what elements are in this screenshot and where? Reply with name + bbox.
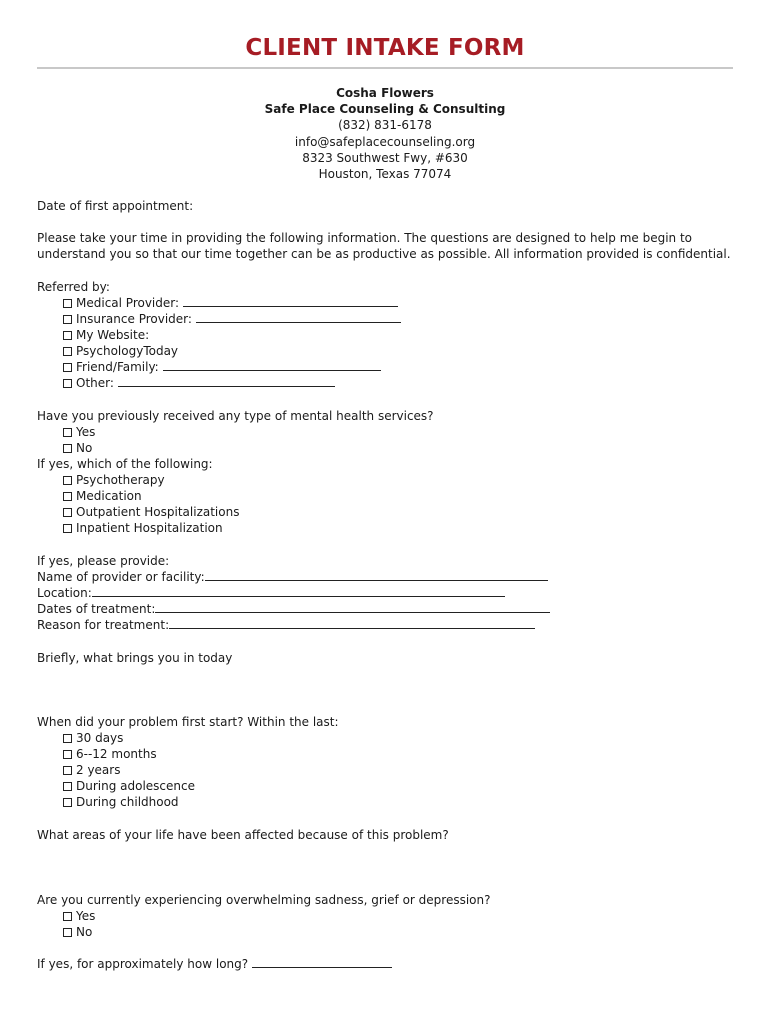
prev-services-no[interactable]	[63, 440, 92, 456]
provide-label: If yes, please provide:	[37, 554, 170, 568]
field-label: If yes, for approximately how long?	[37, 957, 249, 971]
service-inpatient[interactable]	[63, 520, 223, 536]
option-label: Other:	[76, 376, 114, 390]
option-label: Outpatient Hospitalizations	[76, 505, 240, 519]
service-medication[interactable]	[63, 488, 142, 504]
sadness-yes[interactable]	[63, 908, 95, 924]
checkbox[interactable]	[63, 928, 72, 937]
checkbox[interactable]	[63, 444, 72, 453]
checkbox[interactable]	[63, 912, 72, 921]
referred-by-label: Referred by:	[37, 280, 110, 294]
practice-name: Safe Place Counseling & Consulting	[264, 102, 506, 117]
practice-address-line1: 8323 Southwest Fwy, #630	[302, 150, 468, 165]
field-label: Dates of treatment:	[37, 602, 156, 616]
option-label: No	[76, 925, 93, 939]
other-blank[interactable]	[118, 375, 335, 387]
checkbox[interactable]	[63, 476, 72, 485]
service-outpatient[interactable]	[63, 504, 239, 520]
practice-address-line2: Houston, Texas 77074	[318, 167, 452, 182]
field-label: Reason for treatment:	[37, 618, 170, 632]
provider-name-blank[interactable]	[205, 569, 548, 581]
insurance-provider-blank[interactable]	[196, 311, 401, 323]
sadness-question: Are you currently experiencing overwhelming sadness, grief or depression?	[37, 893, 491, 907]
referred-option-insurance[interactable]	[63, 311, 401, 327]
form-title: CLIENT INTAKE FORM	[245, 35, 525, 61]
option-label: Yes	[76, 909, 96, 923]
provider-name-field[interactable]	[37, 569, 548, 585]
checkbox[interactable]	[63, 798, 72, 807]
dates-treatment-blank[interactable]	[155, 601, 550, 613]
option-label: My Website:	[76, 328, 150, 342]
title-divider	[37, 67, 733, 69]
option-label: During childhood	[76, 795, 179, 809]
referred-option-medical[interactable]	[63, 295, 398, 311]
referred-option-website[interactable]	[63, 327, 149, 343]
brings-you-question: Briefly, what brings you in today	[37, 651, 233, 665]
practitioner-name: Cosha Flowers	[336, 86, 434, 100]
which-services-label: If yes, which of the following:	[37, 457, 213, 471]
areas-affected-question: What areas of your life have been affected because of this problem?	[37, 828, 449, 842]
checkbox[interactable]	[63, 331, 72, 340]
checkbox[interactable]	[63, 492, 72, 501]
option-label: 2 years	[76, 763, 121, 777]
intro-text-line2: understand you so that our time together can be as productive as possible. All information provided is confidential.	[37, 247, 731, 261]
medical-provider-blank[interactable]	[183, 295, 398, 307]
checkbox[interactable]	[63, 524, 72, 533]
start-2-years[interactable]	[63, 762, 120, 778]
referred-option-friend[interactable]	[63, 359, 381, 375]
checkbox[interactable]	[63, 315, 72, 324]
practice-phone: (832) 831-6178	[338, 118, 432, 133]
start-6-12-months[interactable]	[63, 746, 157, 762]
referred-option-other[interactable]	[63, 375, 335, 391]
checkbox[interactable]	[63, 428, 72, 437]
checkbox[interactable]	[63, 363, 72, 372]
checkbox[interactable]	[63, 750, 72, 759]
prev-services-question: Have you previously received any type of mental health services?	[37, 409, 434, 423]
start-childhood[interactable]	[63, 794, 179, 810]
how-long-blank[interactable]	[252, 956, 392, 968]
problem-start-question: When did your problem first start? Within the last:	[37, 715, 339, 729]
dates-treatment-field[interactable]	[37, 601, 550, 617]
friend-family-blank[interactable]	[163, 359, 381, 371]
option-label: Friend/Family:	[76, 360, 159, 374]
option-label: 6--12 months	[76, 747, 157, 761]
checkbox[interactable]	[63, 782, 72, 791]
option-label: Insurance Provider:	[76, 312, 192, 326]
option-label: 30 days	[76, 731, 124, 745]
option-label: Yes	[76, 425, 96, 439]
option-label: During adolescence	[76, 779, 195, 793]
checkbox[interactable]	[63, 508, 72, 517]
option-label: Inpatient Hospitalization	[76, 521, 223, 535]
start-adolescence[interactable]	[63, 778, 195, 794]
practice-header	[0, 85, 770, 182]
how-long-field[interactable]	[37, 956, 392, 972]
option-label: Psychotherapy	[76, 473, 165, 487]
service-psychotherapy[interactable]	[63, 472, 165, 488]
option-label: Medication	[76, 489, 142, 503]
checkbox[interactable]	[63, 299, 72, 308]
checkbox[interactable]	[63, 347, 72, 356]
first-appointment-label: Date of first appointment:	[37, 199, 194, 213]
checkbox[interactable]	[63, 766, 72, 775]
practice-email: info@safeplacecounseling.org	[294, 134, 476, 149]
option-label: No	[76, 441, 93, 455]
intro-text-line1: Please take your time in providing the following information. The questions are designed to help me begin to	[37, 231, 693, 245]
reason-treatment-blank[interactable]	[169, 617, 535, 629]
prev-services-yes[interactable]	[63, 424, 95, 440]
checkbox[interactable]	[63, 379, 72, 388]
sadness-no[interactable]	[63, 924, 92, 940]
reason-treatment-field[interactable]	[37, 617, 535, 633]
option-label: Medical Provider:	[76, 296, 180, 310]
start-30-days[interactable]	[63, 730, 123, 746]
field-label: Location:	[37, 586, 92, 600]
field-label: Name of provider or facility:	[37, 570, 205, 584]
option-label: PsychologyToday	[76, 344, 179, 358]
referred-option-psychologytoday[interactable]	[63, 343, 178, 359]
location-field[interactable]	[37, 585, 505, 601]
location-blank[interactable]	[92, 585, 505, 597]
checkbox[interactable]	[63, 734, 72, 743]
